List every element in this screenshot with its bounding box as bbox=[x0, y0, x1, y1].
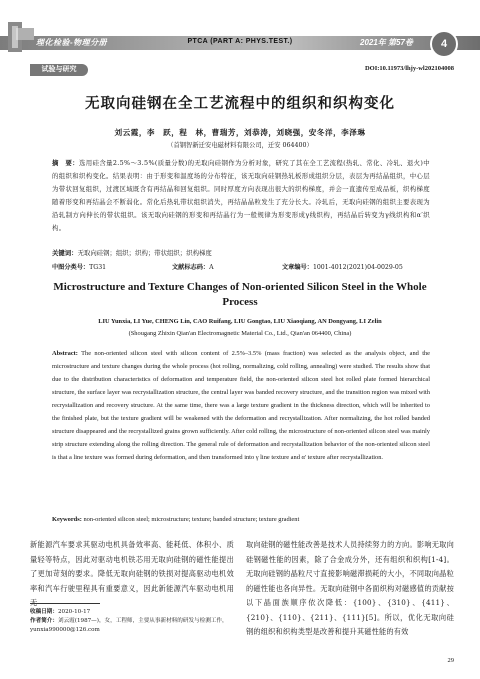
authors-en: LIU Yunxia, LI Yue, CHENG Lin, CAO Ruifang, LIU Gongtao, LIU Xiaoqiang, AN Dongyang, LI Zelin bbox=[98, 318, 382, 325]
abstract-zh-text: 选用硅含量2.5%～3.5%(质量分数)的无取向硅钢作为分析对象，研究了其在全工艺流程(热轧、常化、冷轧、退火)中的组织和织构变化。结果表明：由于形变和温度场的分布特征，该无取向硅钢热轧板形成组织分层，表层为再结晶组织，中心层为带状回复组织，过渡区域既含有再结晶和回复组织。同时厚度方向表现出很大的织构梯度，并会一直遗传至成品板，织构梯度随着形变和再结晶会不断弱化。常化后热轧带状组织消失，再结晶晶粒发生了充分长大。冷轧后，无取向硅钢的组织主要表现为沿轧制方向伸长的带状组织。该无取向硅钢的形变和再结晶行为一般规律为形变形成γ线织构，再结晶后转变为γ线织构和α′织构。 bbox=[52, 159, 430, 232]
keywords-en-text: non-oriented silicon steel; microstructure; texture; banded structure; texture gradient bbox=[83, 516, 300, 523]
title-en: Microstructure and Texture Changes of Non-oriented Silicon Steel in the Whole Process bbox=[53, 281, 427, 308]
footnote-divider bbox=[30, 603, 100, 604]
abstract-zh-label: 摘 要： bbox=[52, 159, 80, 167]
clc-label: 中图分类号： bbox=[52, 264, 90, 271]
received-label: 收稿日期： bbox=[30, 609, 58, 615]
abstract-en bbox=[52, 347, 430, 464]
author-bio: 刘云霞(1987—)，女，工程师，主要从事新材料的研发与检测工作，yunxia990000@126.com bbox=[30, 618, 228, 633]
article-no-label: 文章编号： bbox=[282, 264, 313, 271]
keywords-en bbox=[52, 516, 430, 523]
abstract-zh bbox=[52, 157, 430, 235]
authors-zh: 刘云霞，李 跃，程 林，曹瑞芳，刘恭涛，刘晓强，安冬洋，李泽琳 bbox=[114, 128, 366, 137]
author-bio-label: 作者简介： bbox=[30, 618, 58, 624]
affiliation-zh: （首钢智新迁安电磁材料有限公司，迁安 064400） bbox=[167, 142, 313, 149]
page-number: 29 bbox=[447, 657, 454, 664]
issue-badge: 4 bbox=[430, 30, 458, 58]
footnote bbox=[30, 608, 234, 635]
received-date: 2020-10-17 bbox=[57, 609, 91, 615]
keywords-zh-text: 无取向硅钢；组织；织构；带状组织；织构梯度 bbox=[77, 249, 212, 257]
abstract-en-label: Abstract: bbox=[52, 350, 78, 357]
body-column-right: 取向硅钢的磁性能改善是技术人员持续努力的方向。影响无取向硅钢磁性能的因素，除了合金成分外，还有组织和织构[1-4]。无取向硅钢的晶粒尺寸直接影响磁滞损耗的大小，不同取向晶粒的磁性能也各向异性。无取向硅钢中各面织构对磁感值的贡献按以下晶面族顺序依次降低：{100}、{310}、{411}、{210}、{110}、{211}、{111}[5]。所以，优化无取向硅钢的组织和织构类型是改善和提升其磁性能的有效 bbox=[246, 540, 454, 636]
clc-value: TG31 bbox=[89, 264, 107, 271]
doc-code-label: 文献标志码： bbox=[172, 264, 210, 271]
keywords-en-label: Keywords: bbox=[52, 516, 82, 523]
affiliation-en: (Shougang Zhixin Qian'an Electromagnetic Material Co., Ltd., Qian'an 064400, China) bbox=[128, 330, 352, 337]
article-no-value: 1001-4012(2021)04-0029-05 bbox=[312, 264, 403, 271]
doc-code-value: A bbox=[209, 264, 214, 271]
journal-english-name: PTCA (PART A: PHYS.TEST.) bbox=[187, 38, 293, 45]
keywords-zh bbox=[52, 248, 430, 257]
doi[interactable]: DOI:10.11973/lhjy-wl202104008 bbox=[364, 65, 454, 72]
abstract-en-text: The non-oriented silicon steel with silicon content of 2.5%–3.5% (mass fraction) was selected as the analysis object, and the microstructure and texture changes during the whole process (hot rolling, normalizing, cold rolling, annealing) were studied. The results show that due to the distribution characteristics of deformation and temperature field, the non-oriented silicon steel hot rolled plate formed hierarchical structure, the surface layer was recrystallization structure, the central layer was banded recovery structure, and the transition region was mixed with recrystallization and recovery structure. At the same time, there was a large texture gradient in the thickness direction, which will be inherited to the finished plate, but the texture gradient will be weakened with the deformation and recrystallization. After normalizing, the hot rolled banded structure disappeared and the recrystallized grains grown sufficiently. After cold rolling, the microstructure of non-oriented silicon steel was mainly strip structure extending along the rolling direction. The general rule of deformation and recrystallization behavior of the non-oriented silicon steel is that a line texture was formed during deformation, and then transformed into γ line texture and α' texture after recrystallization. bbox=[52, 350, 431, 461]
column-tag: 试验与研究 bbox=[30, 64, 88, 76]
title-zh: 无取向硅钢在全工艺流程中的组织和织构变化 bbox=[85, 96, 395, 112]
body-column-left: 新能源汽车要求其驱动电机具备效率高、能耗低、体积小、质量轻等特点，因此对驱动电机铁芯用无取向硅钢的磁性能提出了更加苛刻的要求。降低无取向硅钢的铁损对提高驱动电机效率和汽车行驶里程具有重要意义，因此新能源汽车驱动电机用无 bbox=[30, 540, 234, 607]
volume-label: 2021年 第57卷 bbox=[360, 38, 413, 47]
journal-logo-icon bbox=[6, 20, 36, 54]
classification-row bbox=[52, 262, 430, 271]
journal-name: 理化检验-物理分册 bbox=[36, 38, 108, 47]
keywords-zh-label: 关键词： bbox=[52, 249, 78, 257]
